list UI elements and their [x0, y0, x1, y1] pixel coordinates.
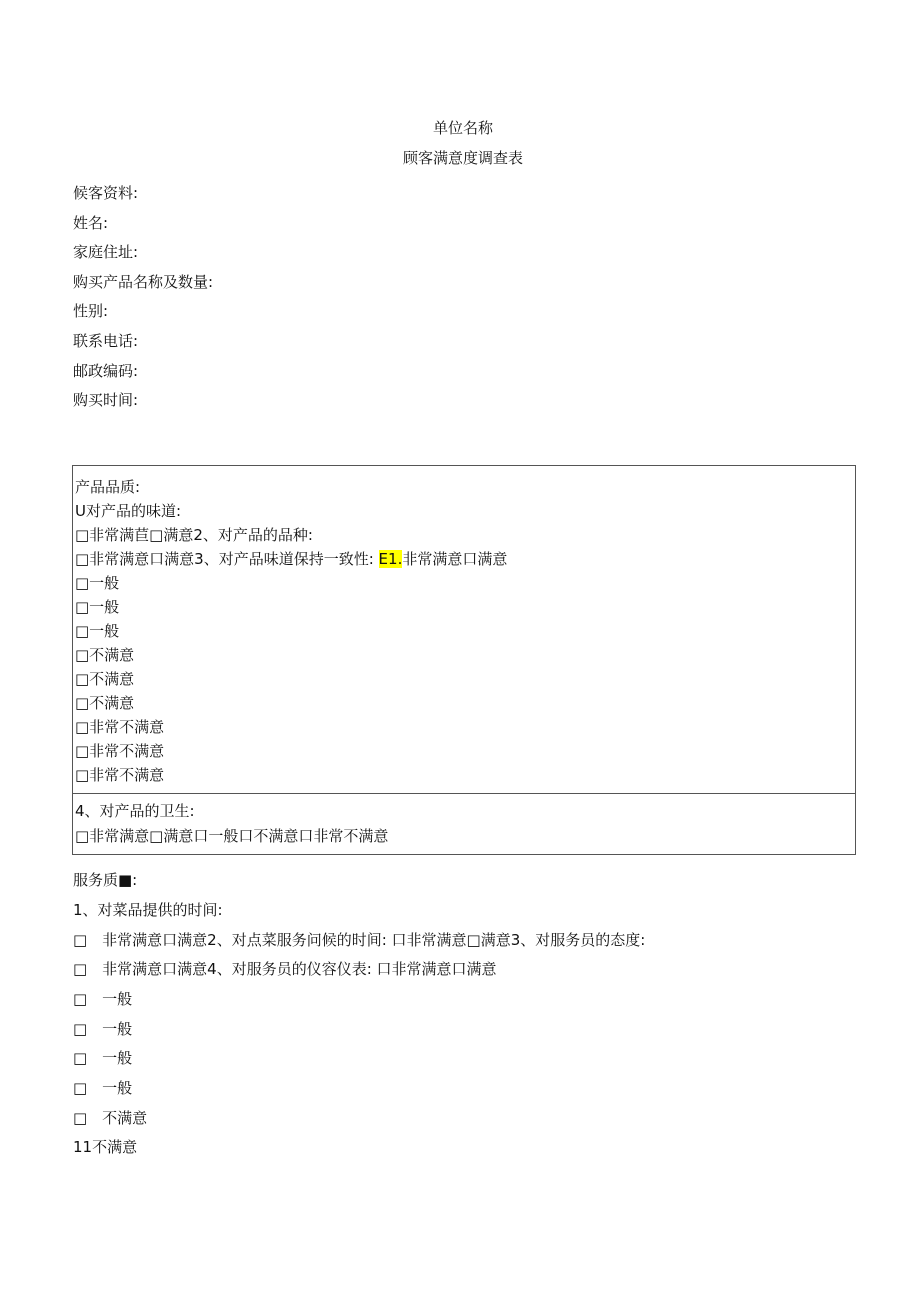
hygiene-section	[72, 792, 856, 855]
info-product: 购买产品名称及数量:	[73, 272, 214, 291]
service-option: □ 不满意	[73, 1109, 148, 1127]
quality-line-part: □非常满意口满意3、对产品味道保持一致性:	[75, 550, 379, 568]
question-dish-time: 1、对菜品提供的时间:	[73, 901, 223, 919]
quality-option: □不满意	[75, 694, 135, 712]
info-address: 家庭住址:	[73, 243, 139, 262]
service-option: □ 一般	[73, 990, 133, 1008]
quality-option: □一般	[75, 622, 120, 640]
info-heading: 候客资料:	[73, 184, 139, 202]
highlight-mark: E1.	[378, 550, 403, 568]
info-phone: 联系电话:	[73, 331, 139, 350]
question-hygiene: 4、对产品的卫生:	[75, 802, 195, 820]
info-name: 姓名:	[73, 213, 109, 232]
info-postcode: 邮政编码:	[73, 361, 139, 380]
hygiene-options: □非常满意□满意口一般口不满意口非常不满意	[75, 827, 389, 845]
quality-option: □非常不满意	[75, 742, 165, 760]
quality-line: □非常满苣□满意2、对产品的品种:	[75, 526, 313, 544]
customer-info	[73, 182, 213, 419]
unit-name: 单位名称	[432, 119, 493, 137]
service-line: □ 非常满意口满意2、对点菜服务问候的时间: 口非常满意□满意3、对服务员的态度:	[73, 931, 646, 949]
quality-section	[72, 465, 856, 794]
quality-option: □一般	[75, 574, 120, 592]
question-taste: U对产品的味道:	[75, 502, 182, 520]
quality-option: □不满意	[75, 670, 135, 688]
service-option: 11不满意	[73, 1138, 138, 1156]
service-line: □ 非常满意口满意4、对服务员的仪容仪表: 口非常满意口满意	[73, 960, 497, 978]
quality-heading: 产品品质:	[75, 478, 141, 496]
quality-line-part: 非常满意口满意	[402, 550, 508, 568]
service-heading: 服务质■:	[73, 871, 138, 889]
quality-option: □不满意	[75, 646, 135, 664]
info-purchase-time: 购买时间:	[73, 391, 139, 410]
service-option: □ 一般	[73, 1049, 133, 1067]
quality-option: □非常不满意	[75, 718, 165, 736]
page-title: 顾客满意度调查表	[402, 149, 523, 167]
quality-option: □非常不满意	[75, 766, 165, 784]
service-option: □ 一般	[73, 1020, 133, 1038]
service-option: □ 一般	[73, 1079, 133, 1097]
quality-option: □一般	[75, 598, 120, 616]
quality-line	[75, 549, 507, 569]
info-gender: 性别:	[73, 302, 109, 321]
